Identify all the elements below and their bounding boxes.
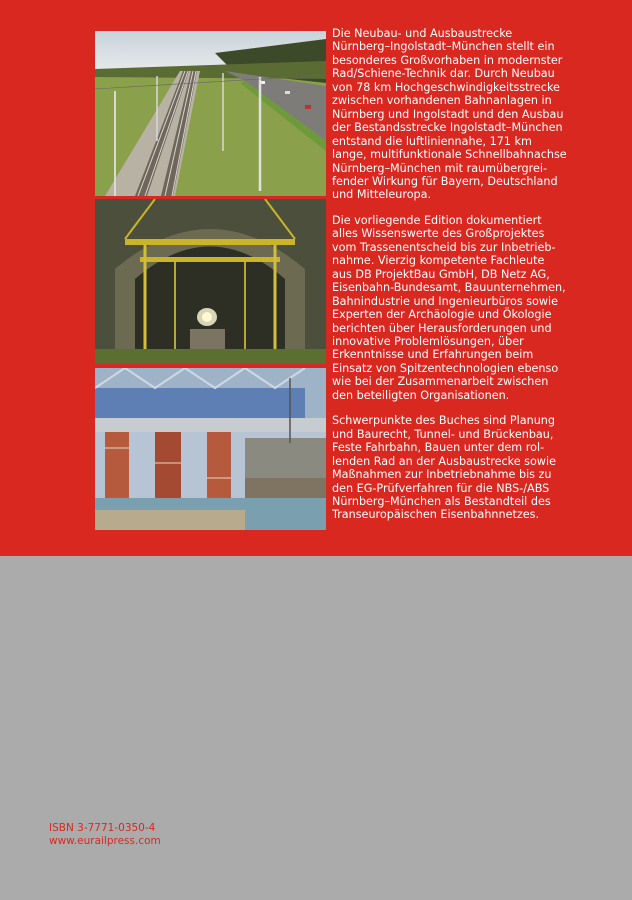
paragraph-edition: Die vorliegende Edition dokumentiert alles Wissenswerte des Großprojektes vom Trassenentscheid bis zur Inbetrieb- nahme. Vierzig kompetente Fachleute aus DB ProjektBau GmbH, DB Netz AG, Eisenbahn-Bundesamt, Bauunternehmen, Bahnindustrie und Ingenieurbüros sowie Experten der Archäologie und Ökologie berichten über Herausforderungen und innovative Problemlösungen, über Erkenntnisse und Erfahrungen beim Einsatz von Spitzentechnologien ebenso wie bei der Zusammenarbeit zwischen den beteiligten Organisationen.	[332, 213, 566, 402]
isbn: ISBN 3-7771-0350-4	[49, 822, 156, 834]
paragraph-focus: Schwerpunkte des Buches sind Planung und Baurecht, Tunnel- und Brückenbau, Feste Fahrbahn, Bauen unter dem rol- lenden Rad an der Ausbaustrecke sowie Maßnahmen zur Inbetriebnahme bis zu den EG-Prüfverfahren für die NBS-/ABS Nürnberg–München als Bestandteil des Transeuropäischen Eisenbahnnetzes.	[332, 414, 556, 522]
publisher-url[interactable]: www.eurailpress.com	[49, 835, 161, 847]
railway-photo	[95, 31, 326, 196]
description-text	[332, 27, 628, 534]
bridge-photo	[95, 368, 326, 530]
paragraph-intro: Die Neubau- und Ausbaustrecke Nürnberg–Ingolstadt–München stellt ein besonderes Großvorhaben in modernster Rad/Schiene-Technik dar. Durch Neubau von 78 km Hochgeschwindigkeitsstrecke zwischen vorhandenen Bahnanlagen in Nürnberg und Ingolstadt und den Ausbau der Bestandsstrecke Ingolstadt–München entstand die luftliniennahe, 171 km lange, multifunktionale Schnellbahnachse Nürnberg–München mit raumübergrei- fender Wirkung für Bayern, Deutschland und Mitteleuropa.	[332, 27, 567, 202]
publisher-info	[49, 822, 161, 848]
tunnel-photo	[95, 199, 326, 364]
